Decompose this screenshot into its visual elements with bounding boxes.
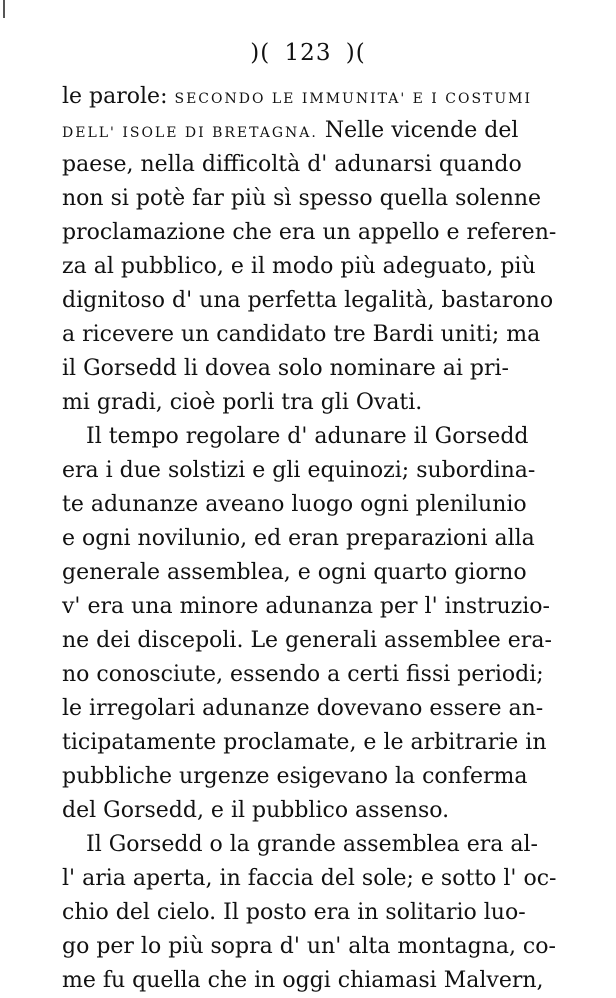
text-line: il Gorsedd li dovea solo nominare ai pri-: [62, 356, 509, 381]
text-line: ticipatamente proclamate, e le arbitrarie in: [62, 730, 547, 755]
text-line: generale assemblea, e ogni quarto giorno: [62, 560, 527, 585]
text-line: v' era una minore adunanza per l' instruzio-: [62, 594, 550, 619]
text-line: era i due solstizi e gli equinozi; subordina-: [62, 458, 536, 483]
text-line: ne dei discepoli. Le generali assemblee era-: [62, 628, 552, 653]
text-line: paese, nella difficoltà d' adunarsi quando: [62, 152, 522, 177]
text-line: proclamazione che era un appello e referen-: [62, 220, 557, 245]
text-line: e ogni novilunio, ed eran preparazioni alla: [62, 526, 535, 551]
text-line: del Gorsedd, e il pubblico assenso.: [62, 798, 450, 823]
text-line: go per lo più sopra d' un' alta montagna, co-: [62, 934, 556, 959]
text-line: a ricevere un candidato tre Bardi uniti; ma: [62, 322, 541, 347]
small-caps-title: DELL' ISOLE DI BRETAGNA.: [62, 125, 318, 141]
header-ornament-left: )(: [250, 40, 271, 66]
text-line: me fu quella che in oggi chiamasi Malvern,: [62, 968, 544, 993]
text-line: l' aria aperta, in faccia del sole; e sotto l' oc-: [62, 866, 557, 891]
text-line: te adunanze aveano luogo ogni plenilunio: [62, 492, 527, 517]
header-ornament-right: )(: [345, 40, 366, 66]
text-line: le parole: SECONDO LE IMMUNITA' E I COSTUMI: [62, 84, 533, 109]
paragraph-start-line: Il Gorsedd o la grande assemblea era al-: [86, 832, 538, 857]
text-line: dignitoso d' una perfetta legalità, bastarono: [62, 288, 554, 313]
text-line: chio del cielo. Il posto era in solitario luo-: [62, 900, 526, 925]
text-line: pubbliche urgenze esigevano la conferma: [62, 764, 528, 789]
text-line: DELL' ISOLE DI BRETAGNA. Nelle vicende del: [62, 118, 519, 143]
text-line: mi gradi, cioè porli tra gli Ovati.: [62, 390, 423, 415]
text-line: le irregolari adunanze dovevano essere an-: [62, 696, 544, 721]
small-caps-title: SECONDO LE IMMUNITA' E I COSTUMI: [174, 91, 533, 107]
text-line: za al pubblico, e il modo più adeguato, più: [62, 254, 536, 279]
page-header: [0, 40, 616, 66]
paragraph-start-line: Il tempo regolare d' adunare il Gorsedd: [86, 424, 529, 449]
page-number: 123: [284, 40, 332, 66]
text-line: no conosciute, essendo a certi fissi periodi;: [62, 662, 544, 687]
text-body: [62, 80, 557, 998]
gutter-mark: [3, 0, 5, 18]
text-line: non si potè far più sì spesso quella solenne: [62, 186, 542, 211]
